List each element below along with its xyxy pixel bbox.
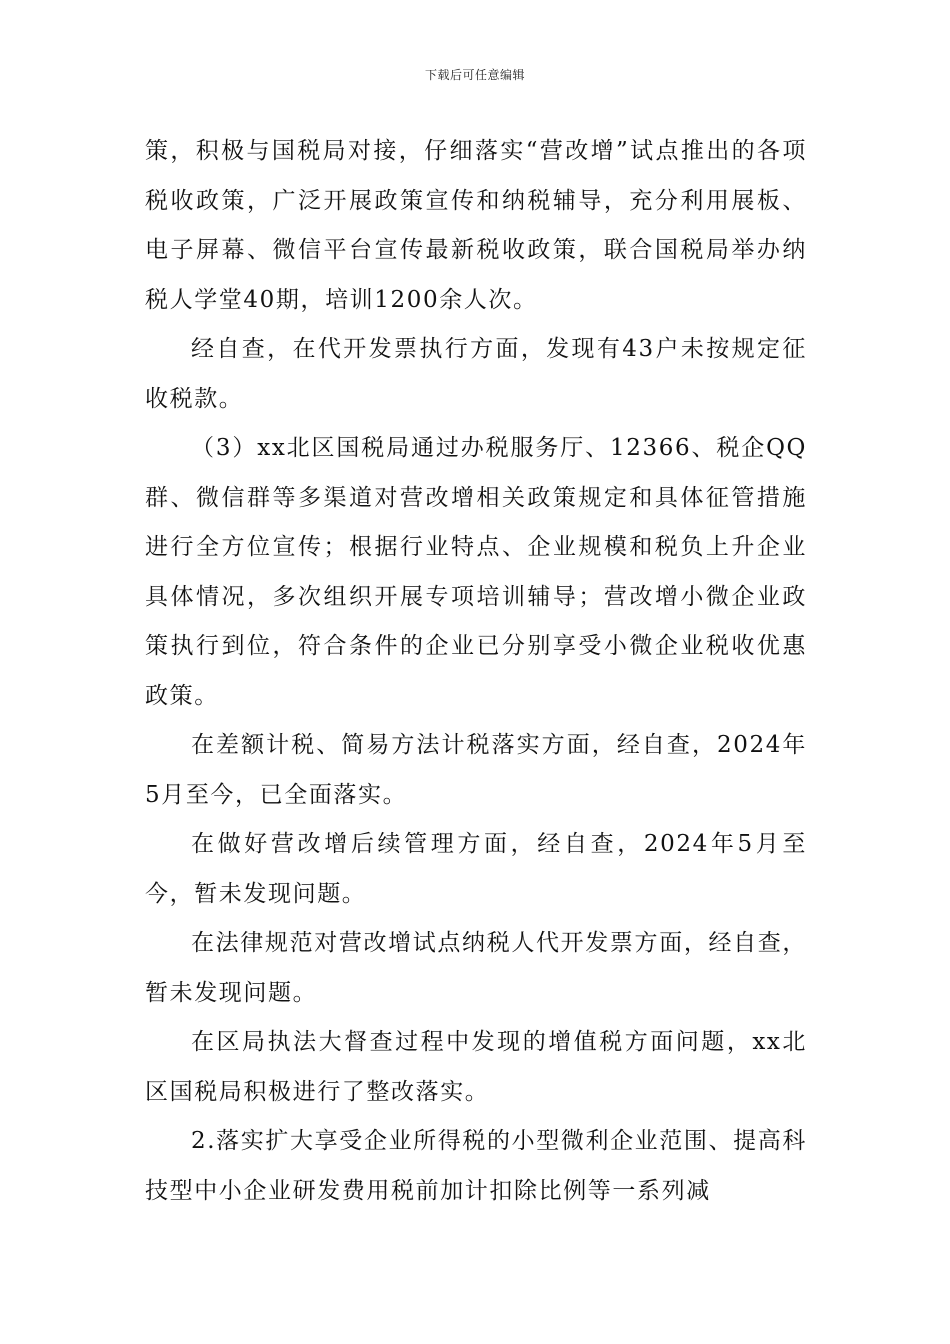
paragraph-item-3: （3）xx北区国税局通过办税服务厅、12366、税企QQ群、微信群等多渠道对营改增相关政策规定和具体征管措施进行全方位宣传；根据行业特点、企业规模和税负上升企业具体情况，多次组织开展专项培训辅导；营改增小微企业政策执行到位，符合条件的企业已分别享受小微企业税收优惠政策。 [145, 435, 807, 709]
paragraph-item-2: 2.落实扩大享受企业所得税的小型微利企业范围、提高科技型中小企业研发费用税前加计扣除比例等一系列减 [145, 1128, 807, 1204]
paragraph-supervision: 在区局执法大督查过程中发现的增值税方面问题，xx北区国税局积极进行了整改落实。 [145, 1029, 807, 1105]
paragraph-follow-up-management: 在做好营改增后续管理方面，经自查，2024年5月至今，暂未发现问题。 [145, 831, 807, 907]
paragraph-continuation: 策，积极与国税局对接，仔细落实“营改增”试点推出的各项税收政策，广泛开展政策宣传和纳税辅导，充分利用展板、电子屏幕、微信平台宣传最新税收政策，联合国税局举办纳税人学堂40期，培训1200余人次。 [145, 138, 807, 313]
paragraph-differential-tax: 在差额计税、简易方法计税落实方面，经自查，2024年5月至今，已全面落实。 [145, 732, 807, 808]
document-body [145, 127, 807, 1216]
page-header: 下载后可任意编辑 [424, 68, 525, 82]
paragraph-legal-invoice: 在法律规范对营改增试点纳税人代开发票方面，经自查，暂未发现问题。 [145, 930, 807, 1006]
paragraph-self-check-invoice: 经自查，在代开发票执行方面，发现有43户未按规定征收税款。 [145, 336, 807, 412]
